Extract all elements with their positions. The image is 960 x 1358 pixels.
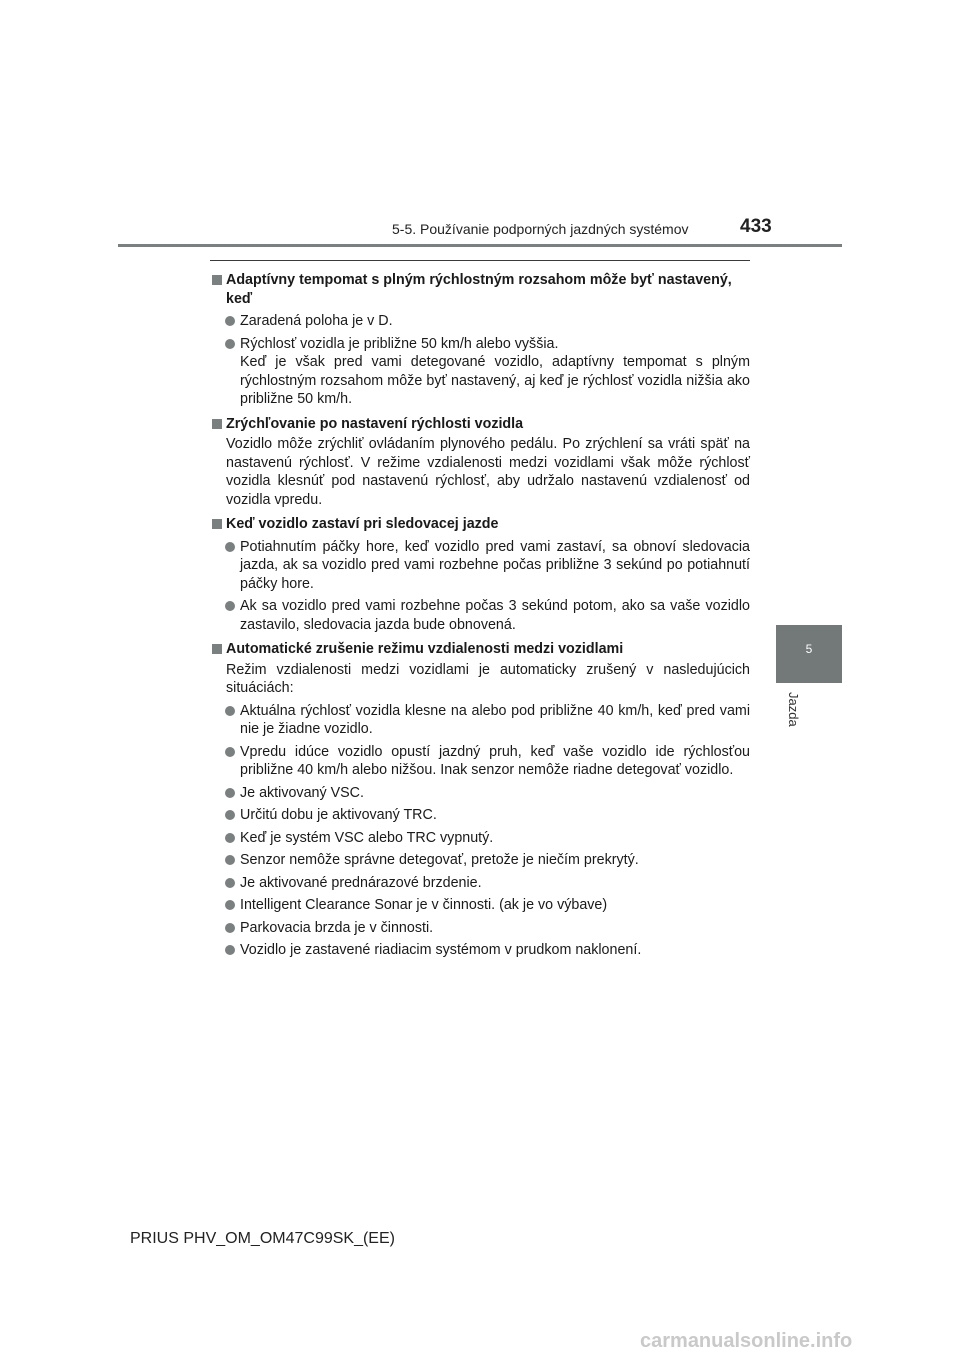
- list-item-text: Potiahnutím páčky hore, keď vozidlo pred vami zastaví, sa obnoví sledovacia jazda, ak sa vozidlo pred vami rozbehne počas približne 3 sekúnd po potiahnutí páčky hore.: [240, 538, 750, 592]
- list-item-text: Vozidlo je zastavené riadiacim systémom v prudkom naklonení.: [240, 942, 642, 958]
- bullet-dot-icon: [225, 316, 235, 326]
- bullet-dot-icon: [225, 788, 235, 798]
- watermark: carmanualsonline.info: [640, 1330, 853, 1352]
- list-item-text: Parkovacia brzda je v činnosti.: [240, 919, 434, 936]
- list-item: [210, 941, 750, 960]
- list-item: [210, 743, 750, 780]
- bullet-dot-icon: [225, 855, 235, 865]
- main-content: [210, 265, 750, 960]
- list-item-text: Zaradená poloha je v D.: [240, 313, 393, 329]
- list-item: [210, 702, 750, 739]
- section-paragraph: Režim vzdialenosti medzi vozidlami je automaticky zrušený v nasledujúcich situáciách:: [226, 661, 750, 696]
- list-item-text: Určitú dobu je aktivovaný TRC.: [240, 807, 437, 823]
- bullet-dot-icon: [225, 339, 235, 349]
- list-item-text: Keď je systém VSC alebo TRC vypnutý.: [240, 829, 494, 846]
- chapter-label: Jazda: [786, 692, 801, 727]
- list-item-text: Ak sa vozidlo pred vami rozbehne počas 3 sekúnd potom, ako sa vaše vozidlo zastavilo, sledovacia jazda bude obnovená.: [240, 598, 750, 633]
- list-item-text: Vpredu idúce vozidlo opustí jazdný pruh, keď vaše vozidlo ide rýchlosťou približne 40 km/h alebo nižšou. Inak senzor nemôže riadne detegovať vozidlo.: [240, 743, 750, 778]
- list-item-text: Senzor nemôže správne detegovať, pretože je niečím prekrytý.: [240, 852, 639, 868]
- list-item: [210, 874, 750, 893]
- bullet-dot-icon: [225, 810, 235, 820]
- chapter-label-wrap: [786, 692, 804, 742]
- list-item: [210, 919, 750, 938]
- list-item: [210, 784, 750, 803]
- list-item: [210, 851, 750, 870]
- header-divider: [118, 244, 842, 247]
- list-item-text: Je aktivované prednárazové brzdenie.: [240, 874, 482, 891]
- header-section-title: 5-5. Používanie podporných jazdných systémov: [392, 221, 689, 237]
- list-item-text: Rýchlosť vozidla je približne 50 km/h alebo vyššia.: [240, 335, 559, 352]
- list-item: [210, 806, 750, 825]
- list-item: [210, 829, 750, 848]
- bullet-dot-icon: [225, 706, 235, 716]
- list-item: [210, 597, 750, 634]
- chapter-number: 5: [805, 642, 813, 656]
- list-item-text: Intelligent Clearance Sonar je v činnosti. (ak je vo výbave): [240, 897, 608, 913]
- bullet-dot-icon: [225, 900, 235, 910]
- bullet-dot-icon: [225, 923, 235, 933]
- section-heading: Zrýchľovanie po nastavení rýchlosti vozidla: [210, 415, 750, 434]
- list-item: [210, 335, 750, 409]
- bullet-dot-icon: [225, 542, 235, 552]
- bullet-dot-icon: [225, 945, 235, 955]
- list-item-text: Keď je však pred vami detegované vozidlo, adaptívny tempomat s plným rýchlostným rozsahom môže byť nastavený, aj keď je rýchlosť vozidla nižšia ako približne 50 km/h.: [240, 354, 750, 407]
- bullet-dot-icon: [225, 747, 235, 757]
- list-item: [210, 896, 750, 915]
- chapter-tab: [776, 625, 842, 683]
- bullet-dot-icon: [225, 878, 235, 888]
- document-code: PRIUS PHV_OM_OM47C99SK_(EE): [130, 1230, 395, 1247]
- bullet-dot-icon: [225, 601, 235, 611]
- section-heading: Automatické zrušenie režimu vzdialenosti medzi vozidlami: [210, 640, 750, 659]
- bullet-dot-icon: [225, 833, 235, 843]
- list-item-text: Aktuálna rýchlosť vozidla klesne na alebo pod približne 40 km/h, keď pred vami nie je žiadne vozidlo.: [240, 702, 750, 737]
- content-divider: [210, 260, 750, 261]
- section-heading: Adaptívny tempomat s plným rýchlostným rozsahom môže byť nastavený, keď: [210, 271, 750, 308]
- list-item: [210, 538, 750, 594]
- page-number: 433: [740, 216, 772, 237]
- section-heading: Keď vozidlo zastaví pri sledovacej jazde: [210, 515, 750, 534]
- list-item: [210, 312, 750, 331]
- section-paragraph: Vozidlo môže zrýchliť ovládaním plynového pedálu. Po zrýchlení sa vráti späť na nastavenú rýchlosť. V režime vzdialenosti medzi vozidlami však môže rýchlosť vozidla klesnúť pod nastavenú rýchlosť, aby udržalo nastavenú vzdialenosť od vozidla vpredu.: [226, 436, 750, 508]
- list-item-text: Je aktivovaný VSC.: [240, 784, 364, 801]
